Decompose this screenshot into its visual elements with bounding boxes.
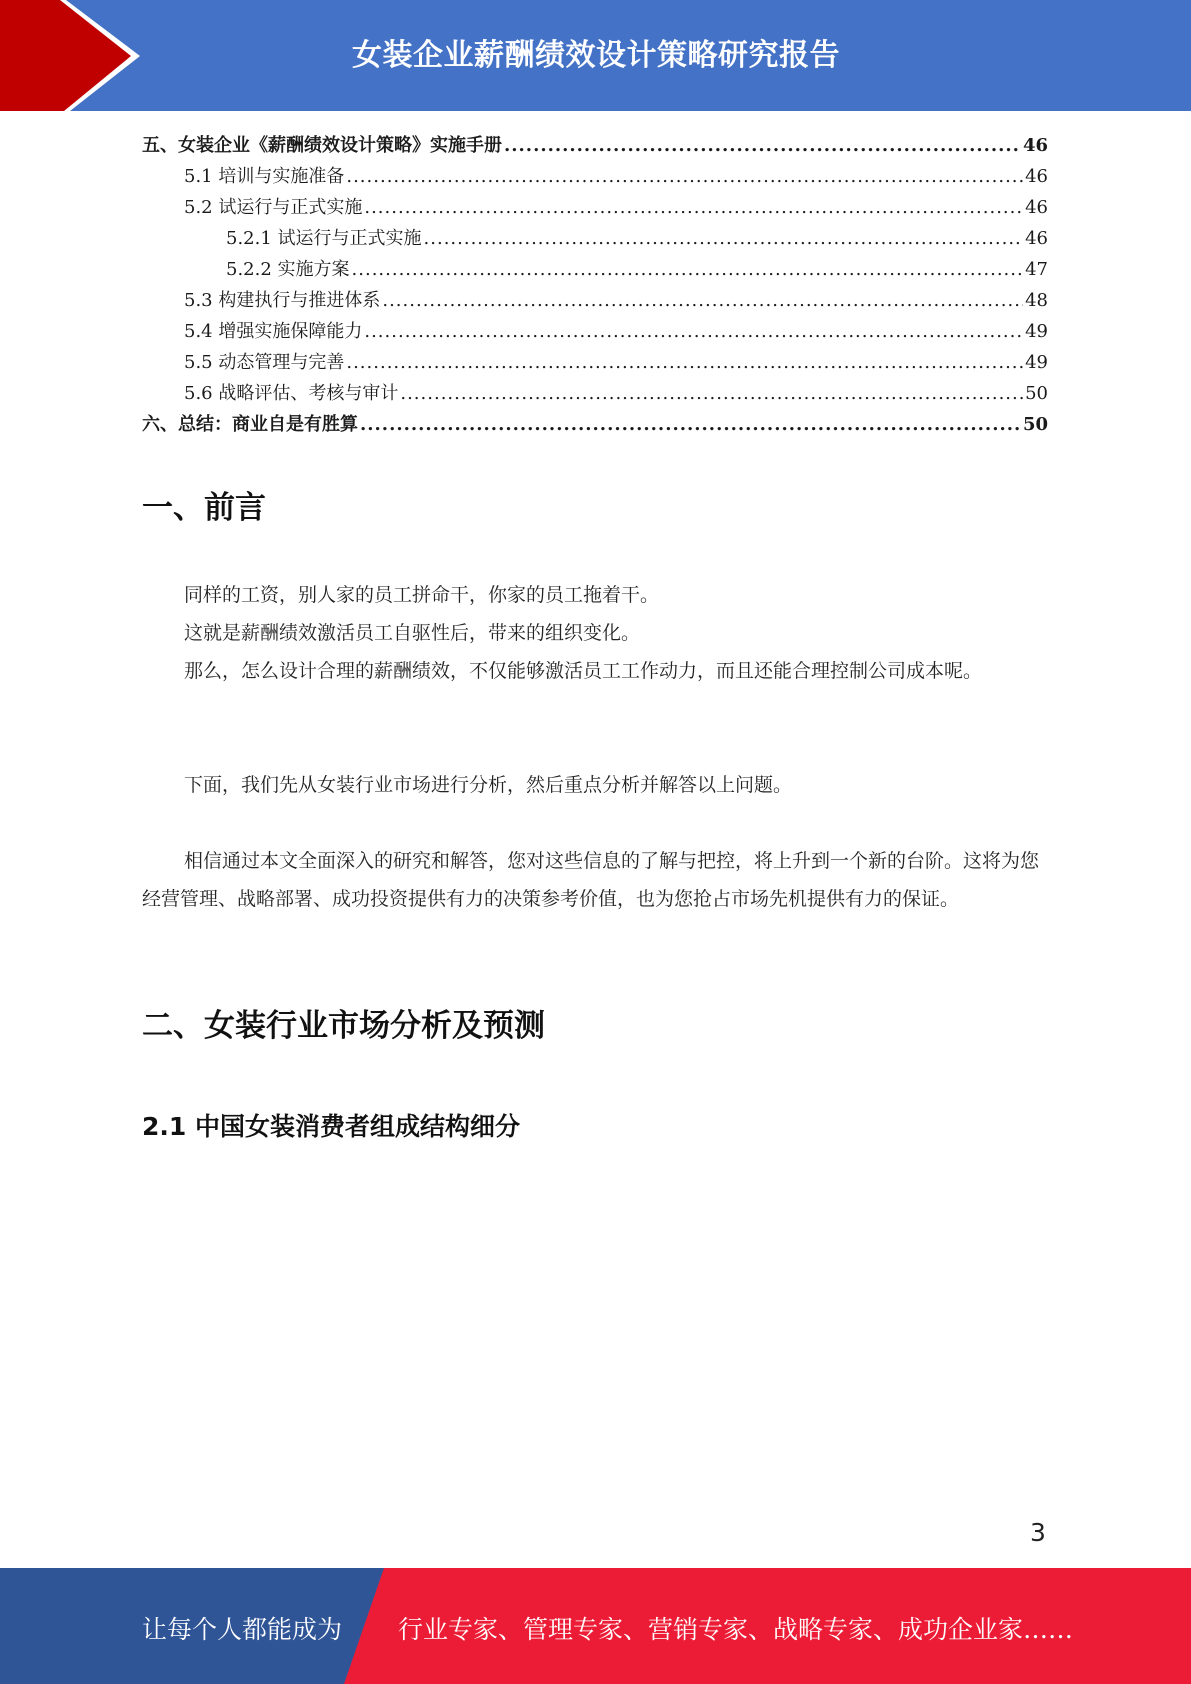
- toc-entry-label: 5.4 增强实施保障能力: [184, 321, 363, 342]
- toc-entry-page: 46: [1022, 135, 1048, 156]
- toc-entry-page: 50: [1025, 383, 1048, 404]
- toc-leader-dots: [360, 409, 1021, 440]
- toc-entry[interactable]: [142, 130, 1048, 161]
- table-of-contents: [142, 130, 1048, 440]
- toc-leader-dots: [364, 316, 1023, 347]
- toc-entry-page: 49: [1025, 352, 1048, 373]
- toc-leader-dots: [504, 130, 1021, 161]
- toc-entry-page: 46: [1025, 228, 1048, 249]
- toc-entry-page: 47: [1025, 259, 1048, 280]
- toc-entry[interactable]: [142, 285, 1048, 316]
- toc-entry-page: 46: [1025, 197, 1048, 218]
- toc-entry-label: 六、总结：商业自是有胜算: [142, 414, 358, 435]
- toc-leader-dots: [364, 192, 1023, 223]
- body-paragraph: 那么，怎么设计合理的薪酬绩效，不仅能够激活员工工作动力，而且还能合理控制公司成本呢。: [184, 660, 983, 682]
- body-paragraph: 这就是薪酬绩效激活员工自驱性后，带来的组织变化。: [184, 622, 641, 644]
- toc-entry-label: 5.3 构建执行与推进体系: [184, 290, 381, 311]
- page-footer: [0, 1568, 1191, 1684]
- footer-slogan-left: 让每个人都能成为: [142, 1615, 343, 1644]
- toc-leader-dots: [424, 223, 1024, 254]
- toc-entry-label: 5.2.1 试运行与正式实施: [226, 228, 422, 249]
- section-heading-preface: 一、前言: [142, 490, 266, 526]
- toc-entry[interactable]: [142, 223, 1048, 254]
- toc-leader-dots: [346, 347, 1023, 378]
- toc-entry-label: 5.5 动态管理与完善: [184, 352, 345, 373]
- body-paragraph: 下面，我们先从女装行业市场进行分析，然后重点分析并解答以上问题。: [184, 774, 793, 796]
- section-heading-market-analysis: 二、女装行业市场分析及预测: [142, 1008, 545, 1044]
- toc-leader-dots: [352, 254, 1024, 285]
- page-header: [0, 0, 1191, 111]
- toc-entry-label: 5.1 培训与实施准备: [184, 166, 345, 187]
- body-paragraph: 同样的工资，别人家的员工拼命干，你家的员工拖着干。: [184, 584, 660, 606]
- toc-entry[interactable]: [142, 254, 1048, 285]
- toc-entry[interactable]: [142, 378, 1048, 409]
- subsection-heading: 2.1 中国女装消费者组成结构细分: [142, 1112, 520, 1141]
- page-number: 3: [1030, 1518, 1046, 1547]
- toc-entry[interactable]: [142, 316, 1048, 347]
- toc-entry-label: 5.2.2 实施方案: [226, 259, 350, 280]
- toc-leader-dots: [382, 285, 1023, 316]
- footer-slogan-right: 行业专家、管理专家、营销专家、战略专家、成功企业家……: [398, 1615, 1074, 1644]
- toc-entry[interactable]: [142, 192, 1048, 223]
- toc-entry-page: 48: [1025, 290, 1048, 311]
- toc-entry[interactable]: [142, 409, 1048, 440]
- body-paragraph: 相信通过本文全面深入的研究和解答，您对这些信息的了解与把控，将上升到一个新的台阶。这将为您经营管理、战略部署、成功投资提供有力的决策参考价值，也为您抢占市场先机提供有力的保证。: [142, 850, 1040, 910]
- toc-entry-label: 五、女装企业《薪酬绩效设计策略》实施手册: [142, 135, 502, 156]
- toc-entry-label: 5.2 试运行与正式实施: [184, 197, 363, 218]
- toc-entry[interactable]: [142, 161, 1048, 192]
- toc-leader-dots: [400, 378, 1023, 409]
- toc-leader-dots: [346, 161, 1023, 192]
- toc-entry-page: 46: [1025, 166, 1048, 187]
- toc-entry[interactable]: [142, 347, 1048, 378]
- report-title: 女装企业薪酬绩效设计策略研究报告: [352, 38, 840, 73]
- chevron-decoration-icon: [0, 0, 200, 111]
- toc-entry-label: 5.6 战略评估、考核与审计: [184, 383, 399, 404]
- toc-entry-page: 50: [1022, 414, 1048, 435]
- toc-entry-page: 49: [1025, 321, 1048, 342]
